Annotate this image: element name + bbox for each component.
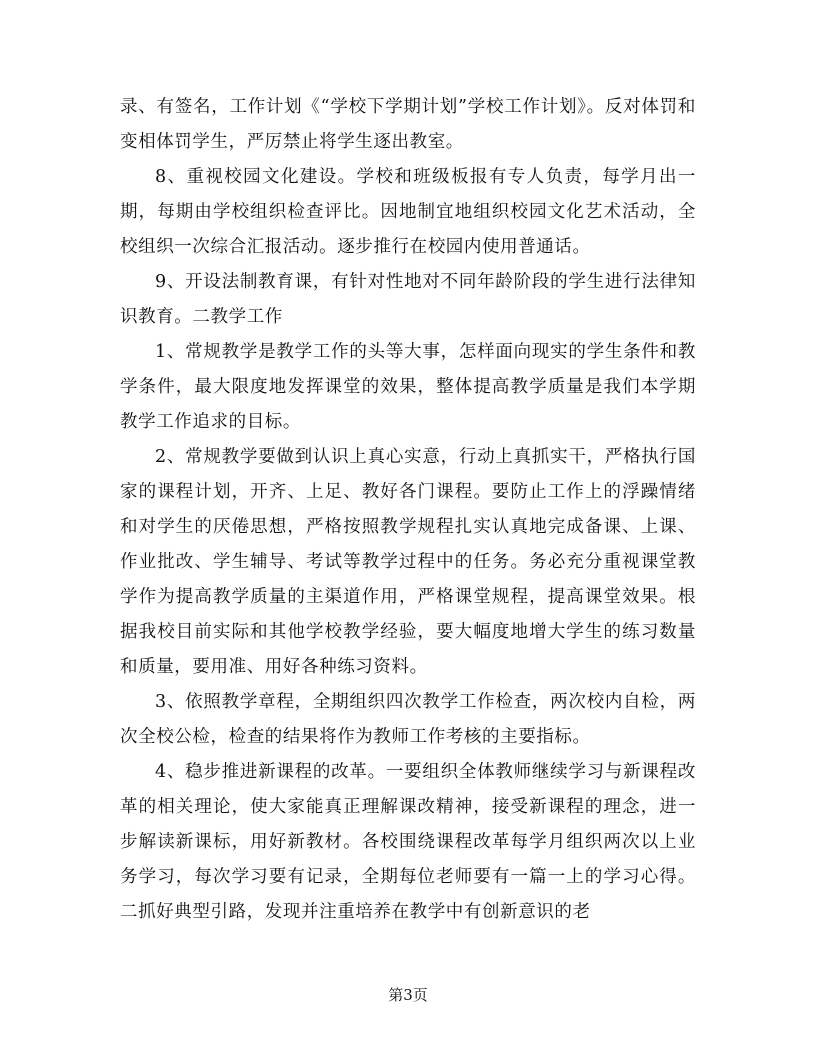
paragraph-4: 1、常规教学是教学工作的头等大事，怎样面向现实的学生条件和教学条件，最大限度地发挥课堂的效果，整体提高教学质量是我们本学期教学工作追求的目标。 [120, 342, 696, 432]
paragraph-3: 9、开设法制教育课，有针对性地对不同年龄阶段的学生进行法律知识教育。二教学工作 [120, 272, 696, 327]
paragraph-1: 录、有签名，工作计划《“学校下学期计划”学校工作计划》。反对体罚和变相体罚学生，严厉禁止将学生逐出教室。 [120, 97, 696, 152]
paragraph-2: 8、重视校园文化建设。学校和班级板报有专人负责，每学月出一期，每期由学校组织检查评比。因地制宜地组织校园文化艺术活动，全校组织一次综合汇报活动。逐步推行在校园内使用普通话。 [120, 167, 696, 257]
paragraph-6: 3、依照教学章程，全期组织四次教学工作检查，两次校内自检，两次全校公检，检查的结果将作为教师工作考核的主要指标。 [120, 692, 696, 747]
paragraph-5: 2、常规教学要做到认识上真心实意，行动上真抓实干，严格执行国家的课程计划，开齐、上足、教好各门课程。要防止工作上的浮躁情绪和对学生的厌倦思想，严格按照教学规程扎实认真地完成备课、上课、作业批改、学生辅导、考试等教学过程中的任务。务必充分重视课堂教学作为提高教学质量的主渠道作用，严格课堂规程，提高课堂效果。根据我校目前实际和其他学校教学经验，要大幅度地增大学生的练习数量和质量，要用准、用好各种练习资料。 [120, 447, 696, 677]
paragraph-7: 4、稳步推进新课程的改革。一要组织全体教师继续学习与新课程改革的相关理论，使大家能真正理解课改精神，接受新课程的理念，进一步解读新课标，用好新教材。各校围绕课程改革每学月组织两次以上业务学习，每次学习要有记录，全期每位老师要有一篇一上的学习心得。二抓好典型引路，发现并注重培养在教学中有创新意识的老 [120, 762, 696, 922]
page-number: 第3页 [388, 986, 428, 1004]
document-body [120, 90, 696, 930]
